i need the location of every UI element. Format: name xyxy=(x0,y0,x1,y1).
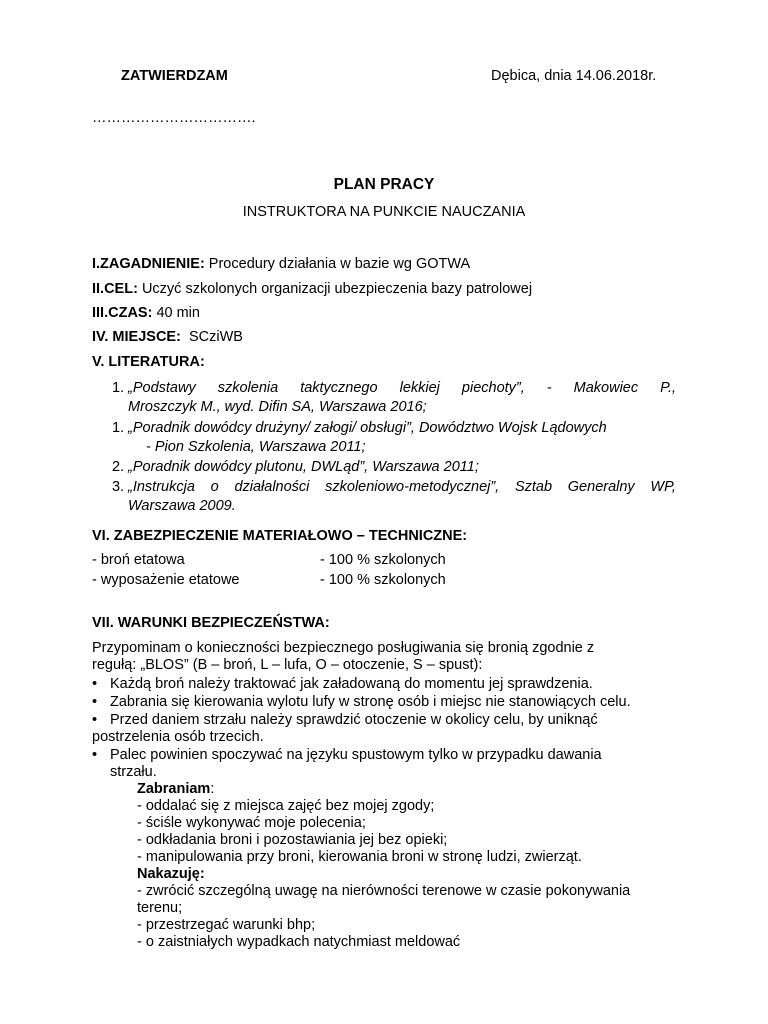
literature-item xyxy=(112,419,676,457)
bullet-text-continuation: strzału. xyxy=(110,764,157,780)
zagadnienie-value: Procedury działania w bazie wg GOTWA xyxy=(204,256,471,272)
literature-number: 1. xyxy=(112,420,125,436)
word: P., xyxy=(660,380,676,396)
forbid-label: Zabraniam xyxy=(137,781,211,797)
equipment-item: - broń etatowa xyxy=(92,552,185,568)
forbid-item: - oddalać się z miejsca zajęć bez mojej zgody; xyxy=(137,798,435,814)
equipment-value: - 100 % szkolonych xyxy=(320,572,446,588)
document-title: PLAN PRACY xyxy=(333,176,435,193)
literature-line: Mroszczyk M., wyd. Difin SA, Warszawa 2016; xyxy=(128,399,427,415)
word: taktycznego xyxy=(300,380,378,396)
word: Makowiec xyxy=(573,380,639,396)
zagadnienie-label: I.ZAGADNIENIE: xyxy=(92,256,205,272)
order-heading: Nakazuję: xyxy=(137,866,205,882)
literature-line xyxy=(128,478,676,497)
cel-value: Uczyć szkolonych organizacji ubezpieczenia bazy patrolowej xyxy=(137,281,533,297)
bullet-text-continuation: postrzelenia osób trzecich. xyxy=(92,729,264,745)
literature-item xyxy=(112,379,676,417)
literature-line: „Poradnik dowódcy drużyny/ załogi/ obsługi”, Dowództwo Wojsk Lądowych xyxy=(128,420,607,436)
word: WP, xyxy=(650,479,676,495)
bullet-text: Palec powinien spoczywać na języku spustowym tylko w przypadku dawania xyxy=(110,747,602,763)
word: Sztab xyxy=(514,479,553,495)
word: lekkiej xyxy=(399,380,440,396)
field-zagadnienie xyxy=(92,256,470,272)
bullet-text: Zabrania się kierowania wylotu lufy w stronę osób i miejsc nie stanowiących celu. xyxy=(110,694,631,710)
order-item: - przestrzegać warunki bhp; xyxy=(137,917,316,933)
bullet-icon: • xyxy=(92,694,98,710)
word: piechoty”, xyxy=(461,380,525,396)
literature-item xyxy=(112,458,676,477)
word: „Instrukcja xyxy=(128,479,195,495)
field-czas xyxy=(92,305,200,321)
safety-intro-line: Przypominam o konieczności bezpiecznego posługiwania się bronią zgodnie z xyxy=(92,640,595,656)
document-subtitle: INSTRUKTORA NA PUNKCIE NAUCZANIA xyxy=(242,204,526,220)
field-cel xyxy=(92,281,532,297)
bullet-icon: • xyxy=(92,747,98,763)
equipment-row xyxy=(92,552,185,568)
word: o xyxy=(210,479,219,495)
bullet-text: Każdą broń należy traktować jak załadowaną do momentu jej sprawdzenia. xyxy=(110,676,593,692)
forbid-item: - odkładania broni i pozostawiania jej bez opieki; xyxy=(137,832,448,848)
literature-number: 2. xyxy=(112,459,125,475)
forbid-item: - ściśle wykonywać moje polecenia; xyxy=(137,815,366,831)
order-item: - o zaistniałych wypadkach natychmiast meldować xyxy=(137,934,461,950)
literature-line: - Pion Szkolenia, Warszawa 2011; xyxy=(146,439,366,455)
literature-number: 1. xyxy=(112,380,125,396)
word: Generalny xyxy=(567,479,635,495)
bullet-icon: • xyxy=(92,676,98,692)
word: szkolenia xyxy=(217,380,279,396)
order-item: - zwrócić szczególną uwagę na nierówności terenowe w czasie pokonywania xyxy=(137,883,631,899)
literatura-label: V. LITERATURA: xyxy=(92,354,205,370)
forbid-colon: : xyxy=(210,781,215,797)
section7-heading: VII. WARUNKI BEZPIECZEŃSTWA: xyxy=(92,615,330,631)
word: działalności xyxy=(234,479,310,495)
literature-line: „Poradnik dowódcy plutonu, DWLąd”, Warszawa 2011; xyxy=(128,459,479,475)
miejsce-label: IV. MIEJSCE: xyxy=(92,329,181,345)
literature-item xyxy=(112,478,676,516)
czas-value: 40 min xyxy=(152,305,200,321)
miejsce-value: SCziWB xyxy=(180,329,243,345)
forbid-item: - manipulowania przy broni, kierowania broni w stronę ludzi, zwierząt. xyxy=(137,849,582,865)
field-miejsce xyxy=(92,329,243,345)
order-item: terenu; xyxy=(137,900,183,916)
word: - xyxy=(546,380,552,396)
cel-label: II.CEL: xyxy=(92,281,138,297)
equipment-value: - 100 % szkolonych xyxy=(320,552,446,568)
word: szkoleniowo-metodycznej”, xyxy=(325,479,500,495)
equipment-row xyxy=(92,572,240,588)
safety-intro-line: regułą: „BLOS” (B – broń, L – lufa, O – otoczenie, S – spust): xyxy=(92,657,483,673)
signature-line: ……………………………. xyxy=(92,110,256,126)
literature-number: 3. xyxy=(112,479,125,495)
word: „Podstawy xyxy=(128,380,196,396)
literature-line: Warszawa 2009. xyxy=(128,498,236,514)
equipment-item: - wyposażenie etatowe xyxy=(92,572,240,588)
bullet-icon: • xyxy=(92,712,98,728)
approve-label: ZATWIERDZAM xyxy=(121,68,228,84)
bullet-text: Przed daniem strzału należy sprawdzić otoczenie w okolicy celu, by uniknąć xyxy=(110,712,598,728)
section6-heading: VI. ZABEZPIECZENIE MATERIAŁOWO – TECHNICZNE: xyxy=(92,528,468,544)
place-date: Dębica, dnia 14.06.2018r. xyxy=(491,68,657,84)
literature-line xyxy=(128,379,676,398)
forbid-heading xyxy=(137,781,214,798)
czas-label: III.CZAS: xyxy=(92,305,153,321)
